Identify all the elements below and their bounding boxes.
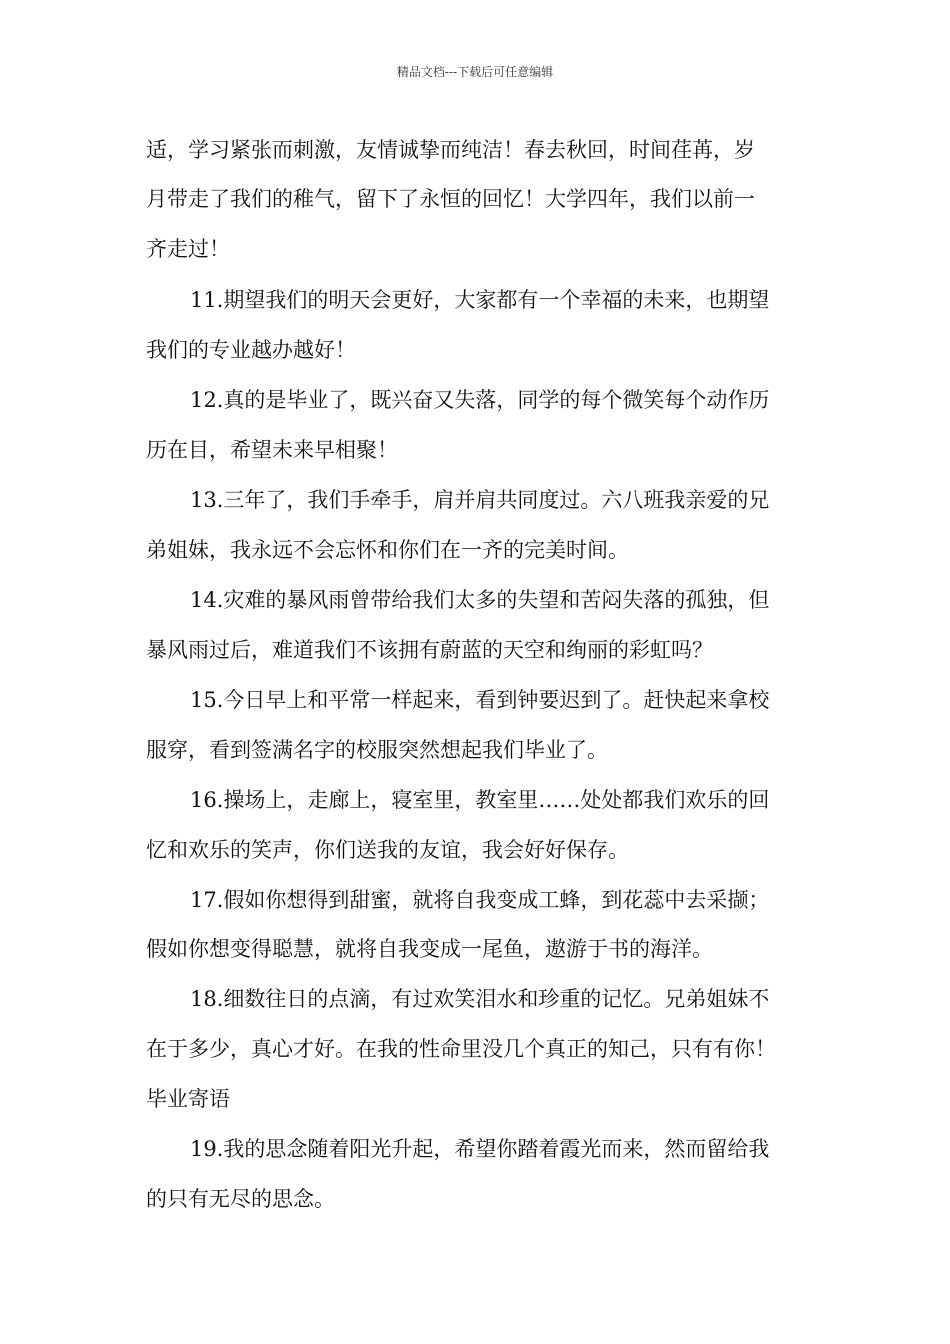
text-line: 假如你想变得聪慧，就将自我变成一尾鱼，遨游于书的海洋。 bbox=[146, 937, 713, 961]
text-line: 毕业寄语 bbox=[146, 1087, 230, 1111]
text-line: 服穿，看到签满名字的校服突然想起我们毕业了。 bbox=[146, 738, 608, 762]
paragraph-first-line: 13.三年了，我们手牵手，肩并肩共同度过。六八班我亲爱的兄 bbox=[190, 488, 770, 512]
text-line: 弟姐妹，我永远不会忘怀和你们在一齐的完美时间。 bbox=[146, 538, 629, 562]
paragraph-first-line: 18.细数往日的点滴，有过欢笑泪水和珍重的记忆。兄弟姐妹不 bbox=[190, 987, 770, 1011]
text-line: 忆和欢乐的笑声，你们送我的友谊，我会好好保存。 bbox=[146, 838, 629, 862]
text-line: 历在目，希望未来早相聚！ bbox=[146, 438, 398, 462]
page-header: 精品文档---下载后可任意编辑 bbox=[396, 65, 554, 79]
paragraph-first-line: 14.灾难的暴风雨曾带给我们太多的失望和苦闷失落的孤独，但 bbox=[190, 588, 770, 612]
text-line: 在于多少，真心才好。在我的性命里没几个真正的知己，只有有你！ bbox=[146, 1037, 776, 1061]
text-line: 暴风雨过后，难道我们不该拥有蔚蓝的天空和绚丽的彩虹吗？ bbox=[146, 638, 713, 662]
paragraph-first-line: 19.我的思念随着阳光升起，希望你踏着霞光而来，然而留给我 bbox=[190, 1137, 770, 1161]
paragraph-first-line: 15.今日早上和平常一样起来，看到钟要迟到了。赶快起来拿校 bbox=[190, 688, 770, 712]
text-line: 我们的专业越办越好！ bbox=[146, 338, 356, 362]
text-line: 月带走了我们的稚气，留下了永恒的回忆！大学四年，我们以前一 bbox=[146, 187, 755, 211]
paragraph-first-line: 16.操场上，走廊上，寝室里，教室里……处处都我们欢乐的回 bbox=[190, 788, 770, 812]
paragraph-first-line: 12.真的是毕业了，既兴奋又失落，同学的每个微笑每个动作历 bbox=[190, 388, 770, 412]
text-line: 的只有无尽的思念。 bbox=[146, 1187, 335, 1211]
paragraph-first-line: 11.期望我们的明天会更好，大家都有一个幸福的未来，也期望 bbox=[190, 288, 770, 312]
text-line: 适，学习紧张而刺激，友情诚挚而纯洁！春去秋回，时间荏苒，岁 bbox=[146, 138, 755, 162]
paragraph-first-line: 17.假如你想得到甜蜜，就将自我变成工蜂，到花蕊中去采撷； bbox=[190, 888, 770, 912]
text-line: 齐走过！ bbox=[146, 237, 230, 261]
